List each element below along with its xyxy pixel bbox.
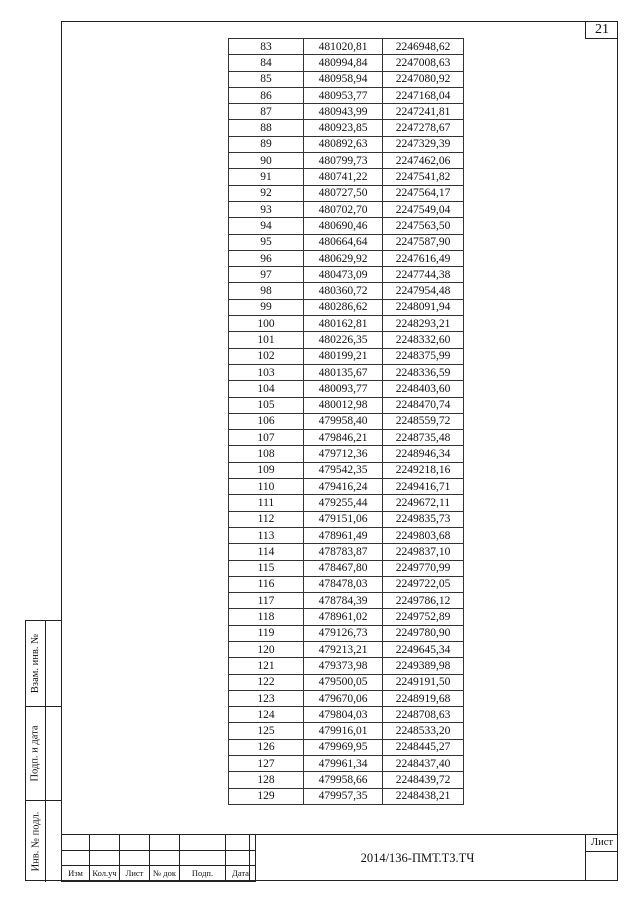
coordinate-y: 2248708,63: [383, 707, 464, 723]
title-block-column-header: № док: [150, 866, 180, 882]
point-number: 97: [229, 267, 304, 283]
coordinate-row: [229, 136, 464, 152]
coordinate-row: [229, 348, 464, 364]
coordinate-row: [229, 218, 464, 234]
sheet-label: Лист: [586, 835, 618, 852]
coordinate-y: 2249837,10: [383, 544, 464, 560]
coordinate-x: 480473,09: [304, 267, 383, 283]
coordinate-x: 480286,62: [304, 299, 383, 315]
coordinate-x: 479151,06: [304, 511, 383, 527]
point-number: 112: [229, 511, 304, 527]
title-block-column-header: Кол.уч: [90, 866, 120, 882]
coordinate-y: 2249752,89: [383, 609, 464, 625]
coordinate-x: 480199,21: [304, 348, 383, 364]
title-block-row: [62, 866, 256, 882]
coordinate-x: 479416,24: [304, 479, 383, 495]
coordinate-x: 479373,98: [304, 658, 383, 674]
point-number: 115: [229, 560, 304, 576]
coordinate-x: 478784,39: [304, 593, 383, 609]
coordinate-row: [229, 299, 464, 315]
coordinate-row: [229, 364, 464, 380]
coordinate-row: [229, 120, 464, 136]
coordinate-y: 2246948,62: [383, 39, 464, 55]
point-number: 124: [229, 707, 304, 723]
title-block-column-header: Лист: [120, 866, 150, 882]
coordinate-row: [229, 593, 464, 609]
coordinate-row: [229, 690, 464, 706]
point-number: 109: [229, 462, 304, 478]
coordinate-x: 479500,05: [304, 674, 383, 690]
coordinates-table: [228, 38, 464, 805]
coordinate-y: 2247080,92: [383, 71, 464, 87]
point-number: 92: [229, 185, 304, 201]
coordinate-y: 2247278,67: [383, 120, 464, 136]
coordinate-row: [229, 576, 464, 592]
coordinate-y: 2247564,17: [383, 185, 464, 201]
coordinate-x: 480994,84: [304, 55, 383, 71]
coordinate-x: 479126,73: [304, 625, 383, 641]
coordinate-y: 2248559,72: [383, 413, 464, 429]
coordinate-y: 2248438,21: [383, 788, 464, 804]
coordinate-x: 480226,35: [304, 332, 383, 348]
coordinate-x: 478783,87: [304, 544, 383, 560]
coordinate-y: 2249389,98: [383, 658, 464, 674]
title-block-cell: [62, 835, 90, 851]
point-number: 90: [229, 153, 304, 169]
title-block-cell: [90, 850, 120, 866]
point-number: 100: [229, 316, 304, 332]
coordinate-row: [229, 250, 464, 266]
title-block-row: [62, 835, 256, 851]
coordinate-x: 480012,98: [304, 397, 383, 413]
point-number: 101: [229, 332, 304, 348]
coordinate-x: 479213,21: [304, 641, 383, 657]
title-block-cell: [62, 850, 90, 866]
point-number: 117: [229, 593, 304, 609]
coordinate-row: [229, 625, 464, 641]
side-stamp-label: [26, 621, 46, 706]
coordinate-row: [229, 511, 464, 527]
coordinate-row: [229, 560, 464, 576]
coordinate-x: 479916,01: [304, 723, 383, 739]
coordinate-y: 2249672,11: [383, 495, 464, 511]
point-number: 120: [229, 641, 304, 657]
side-stamp-label: [26, 707, 46, 800]
point-number: 118: [229, 609, 304, 625]
point-number: 102: [229, 348, 304, 364]
point-number: 104: [229, 381, 304, 397]
title-block-cell: [180, 850, 226, 866]
coordinates-table-body: [229, 39, 464, 805]
coordinate-x: 480727,50: [304, 185, 383, 201]
coordinate-row: [229, 381, 464, 397]
coordinate-y: 2247241,81: [383, 104, 464, 120]
side-stamp-cell: [26, 621, 61, 707]
coordinate-x: 479846,21: [304, 430, 383, 446]
coordinate-row: [229, 153, 464, 169]
coordinate-x: 479542,35: [304, 462, 383, 478]
point-number: 105: [229, 397, 304, 413]
title-block-row: [62, 850, 256, 866]
point-number: 116: [229, 576, 304, 592]
title-block-cell: [150, 850, 180, 866]
coordinate-row: [229, 544, 464, 560]
coordinate-y: 2248375,99: [383, 348, 464, 364]
coordinate-y: 2249191,50: [383, 674, 464, 690]
coordinate-y: 2248293,21: [383, 316, 464, 332]
coordinate-y: 2249416,71: [383, 479, 464, 495]
original-inventory-label: Инв. № подл.: [30, 811, 42, 872]
coordinate-x: 480958,94: [304, 71, 383, 87]
coordinate-y: 2248470,74: [383, 397, 464, 413]
coordinate-y: 2248919,68: [383, 690, 464, 706]
point-number: 107: [229, 430, 304, 446]
point-number: 91: [229, 169, 304, 185]
point-number: 110: [229, 479, 304, 495]
coordinate-row: [229, 316, 464, 332]
coordinate-row: [229, 446, 464, 462]
point-number: 88: [229, 120, 304, 136]
point-number: 98: [229, 283, 304, 299]
coordinate-x: 479670,06: [304, 690, 383, 706]
coordinate-row: [229, 332, 464, 348]
point-number: 114: [229, 544, 304, 560]
title-block-grid: [61, 834, 256, 882]
coordinate-x: 480093,77: [304, 381, 383, 397]
coordinate-row: [229, 495, 464, 511]
title-block-cell: [150, 835, 180, 851]
point-number: 128: [229, 772, 304, 788]
coordinate-y: 2249780,90: [383, 625, 464, 641]
coordinate-y: 2248336,59: [383, 364, 464, 380]
coordinate-row: [229, 267, 464, 283]
coordinate-x: 479804,03: [304, 707, 383, 723]
coordinate-y: 2249645,34: [383, 641, 464, 657]
coordinate-y: 2247587,90: [383, 234, 464, 250]
coordinate-x: 480702,70: [304, 201, 383, 217]
coordinate-y: 2248332,60: [383, 332, 464, 348]
title-block: [61, 834, 618, 881]
signature-date-label: Подп. и дата: [30, 725, 42, 782]
coordinate-y: 2247954,48: [383, 283, 464, 299]
coordinate-y: 2248445,27: [383, 739, 464, 755]
coordinate-y: 2247168,04: [383, 87, 464, 103]
coordinate-row: [229, 87, 464, 103]
title-block-cell: [180, 835, 226, 851]
coordinate-row: [229, 641, 464, 657]
point-number: 108: [229, 446, 304, 462]
coordinate-row: [229, 707, 464, 723]
coordinate-x: 478961,49: [304, 527, 383, 543]
coordinate-y: 2247744,38: [383, 267, 464, 283]
coordinate-y: 2247549,04: [383, 201, 464, 217]
coordinate-y: 2247329,39: [383, 136, 464, 152]
point-number: 83: [229, 39, 304, 55]
point-number: 129: [229, 788, 304, 804]
coordinate-y: 2248437,40: [383, 756, 464, 772]
coordinate-x: 479958,40: [304, 413, 383, 429]
coordinate-row: [229, 397, 464, 413]
coordinate-x: 480690,46: [304, 218, 383, 234]
coordinate-row: [229, 283, 464, 299]
coordinate-row: [229, 413, 464, 429]
coordinate-y: 2247462,06: [383, 153, 464, 169]
point-number: 106: [229, 413, 304, 429]
point-number: 125: [229, 723, 304, 739]
point-number: 123: [229, 690, 304, 706]
coordinate-row: [229, 527, 464, 543]
point-number: 85: [229, 71, 304, 87]
coordinate-row: [229, 772, 464, 788]
coordinate-y: 2247563,50: [383, 218, 464, 234]
point-number: 86: [229, 87, 304, 103]
point-number: 94: [229, 218, 304, 234]
point-number: 96: [229, 250, 304, 266]
coordinate-y: 2249722,05: [383, 576, 464, 592]
coordinate-row: [229, 430, 464, 446]
point-number: 93: [229, 201, 304, 217]
side-stamp-cell: [26, 801, 61, 882]
side-stamp-cell: [26, 707, 61, 801]
coordinate-y: 2249786,12: [383, 593, 464, 609]
coordinate-y: 2249835,73: [383, 511, 464, 527]
coordinate-x: 479958,66: [304, 772, 383, 788]
point-number: 87: [229, 104, 304, 120]
coordinate-y: 2249218,16: [383, 462, 464, 478]
coordinate-row: [229, 39, 464, 55]
coordinate-y: 2248533,20: [383, 723, 464, 739]
coordinate-x: 479961,34: [304, 756, 383, 772]
replacement-inventory-label: Взам. инв. №: [30, 633, 42, 694]
coordinate-y: 2248946,34: [383, 446, 464, 462]
point-number: 95: [229, 234, 304, 250]
coordinate-y: 2247541,82: [383, 169, 464, 185]
coordinate-row: [229, 169, 464, 185]
coordinate-x: 478467,80: [304, 560, 383, 576]
coordinate-y: 2248403,60: [383, 381, 464, 397]
coordinate-x: 479255,44: [304, 495, 383, 511]
coordinate-x: 481020,81: [304, 39, 383, 55]
coordinate-row: [229, 104, 464, 120]
point-number: 119: [229, 625, 304, 641]
title-block-cell: [120, 835, 150, 851]
point-number: 103: [229, 364, 304, 380]
coordinate-x: 480664,64: [304, 234, 383, 250]
point-number: 122: [229, 674, 304, 690]
sheet-cell: [586, 834, 618, 881]
coordinate-row: [229, 609, 464, 625]
point-number: 127: [229, 756, 304, 772]
point-number: 99: [229, 299, 304, 315]
coordinate-row: [229, 658, 464, 674]
title-block-column-header: Изм: [62, 866, 90, 882]
coordinate-row: [229, 479, 464, 495]
coordinate-row: [229, 739, 464, 755]
coordinate-row: [229, 723, 464, 739]
coordinate-y: 2248439,72: [383, 772, 464, 788]
coordinate-x: 480360,72: [304, 283, 383, 299]
coordinate-row: [229, 71, 464, 87]
point-number: 84: [229, 55, 304, 71]
point-number: 111: [229, 495, 304, 511]
document-code: 2014/136-ПМТ.ТЗ.ТЧ: [249, 834, 586, 881]
coordinate-row: [229, 756, 464, 772]
point-number: 121: [229, 658, 304, 674]
coordinate-x: 478961,02: [304, 609, 383, 625]
coordinate-x: 480629,92: [304, 250, 383, 266]
coordinate-x: 480741,22: [304, 169, 383, 185]
coordinate-row: [229, 201, 464, 217]
coordinate-row: [229, 788, 464, 804]
coordinate-y: 2249803,68: [383, 527, 464, 543]
coordinate-row: [229, 185, 464, 201]
title-block-cell: [120, 850, 150, 866]
coordinate-x: 480799,73: [304, 153, 383, 169]
coordinate-x: 480135,67: [304, 364, 383, 380]
title-block-cell: [90, 835, 120, 851]
coordinate-row: [229, 55, 464, 71]
coordinate-x: 480953,77: [304, 87, 383, 103]
coordinate-x: 480162,81: [304, 316, 383, 332]
point-number: 89: [229, 136, 304, 152]
coordinate-row: [229, 462, 464, 478]
point-number: 113: [229, 527, 304, 543]
title-block-column-header: Подп.: [180, 866, 226, 882]
coordinate-y: 2247616,49: [383, 250, 464, 266]
coordinate-x: 480923,85: [304, 120, 383, 136]
coordinate-y: 2248091,94: [383, 299, 464, 315]
point-number: 126: [229, 739, 304, 755]
coordinate-x: 479957,35: [304, 788, 383, 804]
title-block-column-header: Дата: [226, 866, 256, 882]
coordinate-row: [229, 674, 464, 690]
coordinate-x: 479712,36: [304, 446, 383, 462]
coordinate-x: 479969,95: [304, 739, 383, 755]
side-stamp: [25, 620, 61, 881]
coordinate-y: 2248735,48: [383, 430, 464, 446]
coordinate-x: 478478,03: [304, 576, 383, 592]
coordinate-x: 480892,63: [304, 136, 383, 152]
coordinate-x: 480943,99: [304, 104, 383, 120]
coordinate-row: [229, 234, 464, 250]
page-number: 21: [585, 21, 618, 39]
side-stamp-label: [26, 801, 46, 882]
coordinate-y: 2249770,99: [383, 560, 464, 576]
coordinate-y: 2247008,63: [383, 55, 464, 71]
